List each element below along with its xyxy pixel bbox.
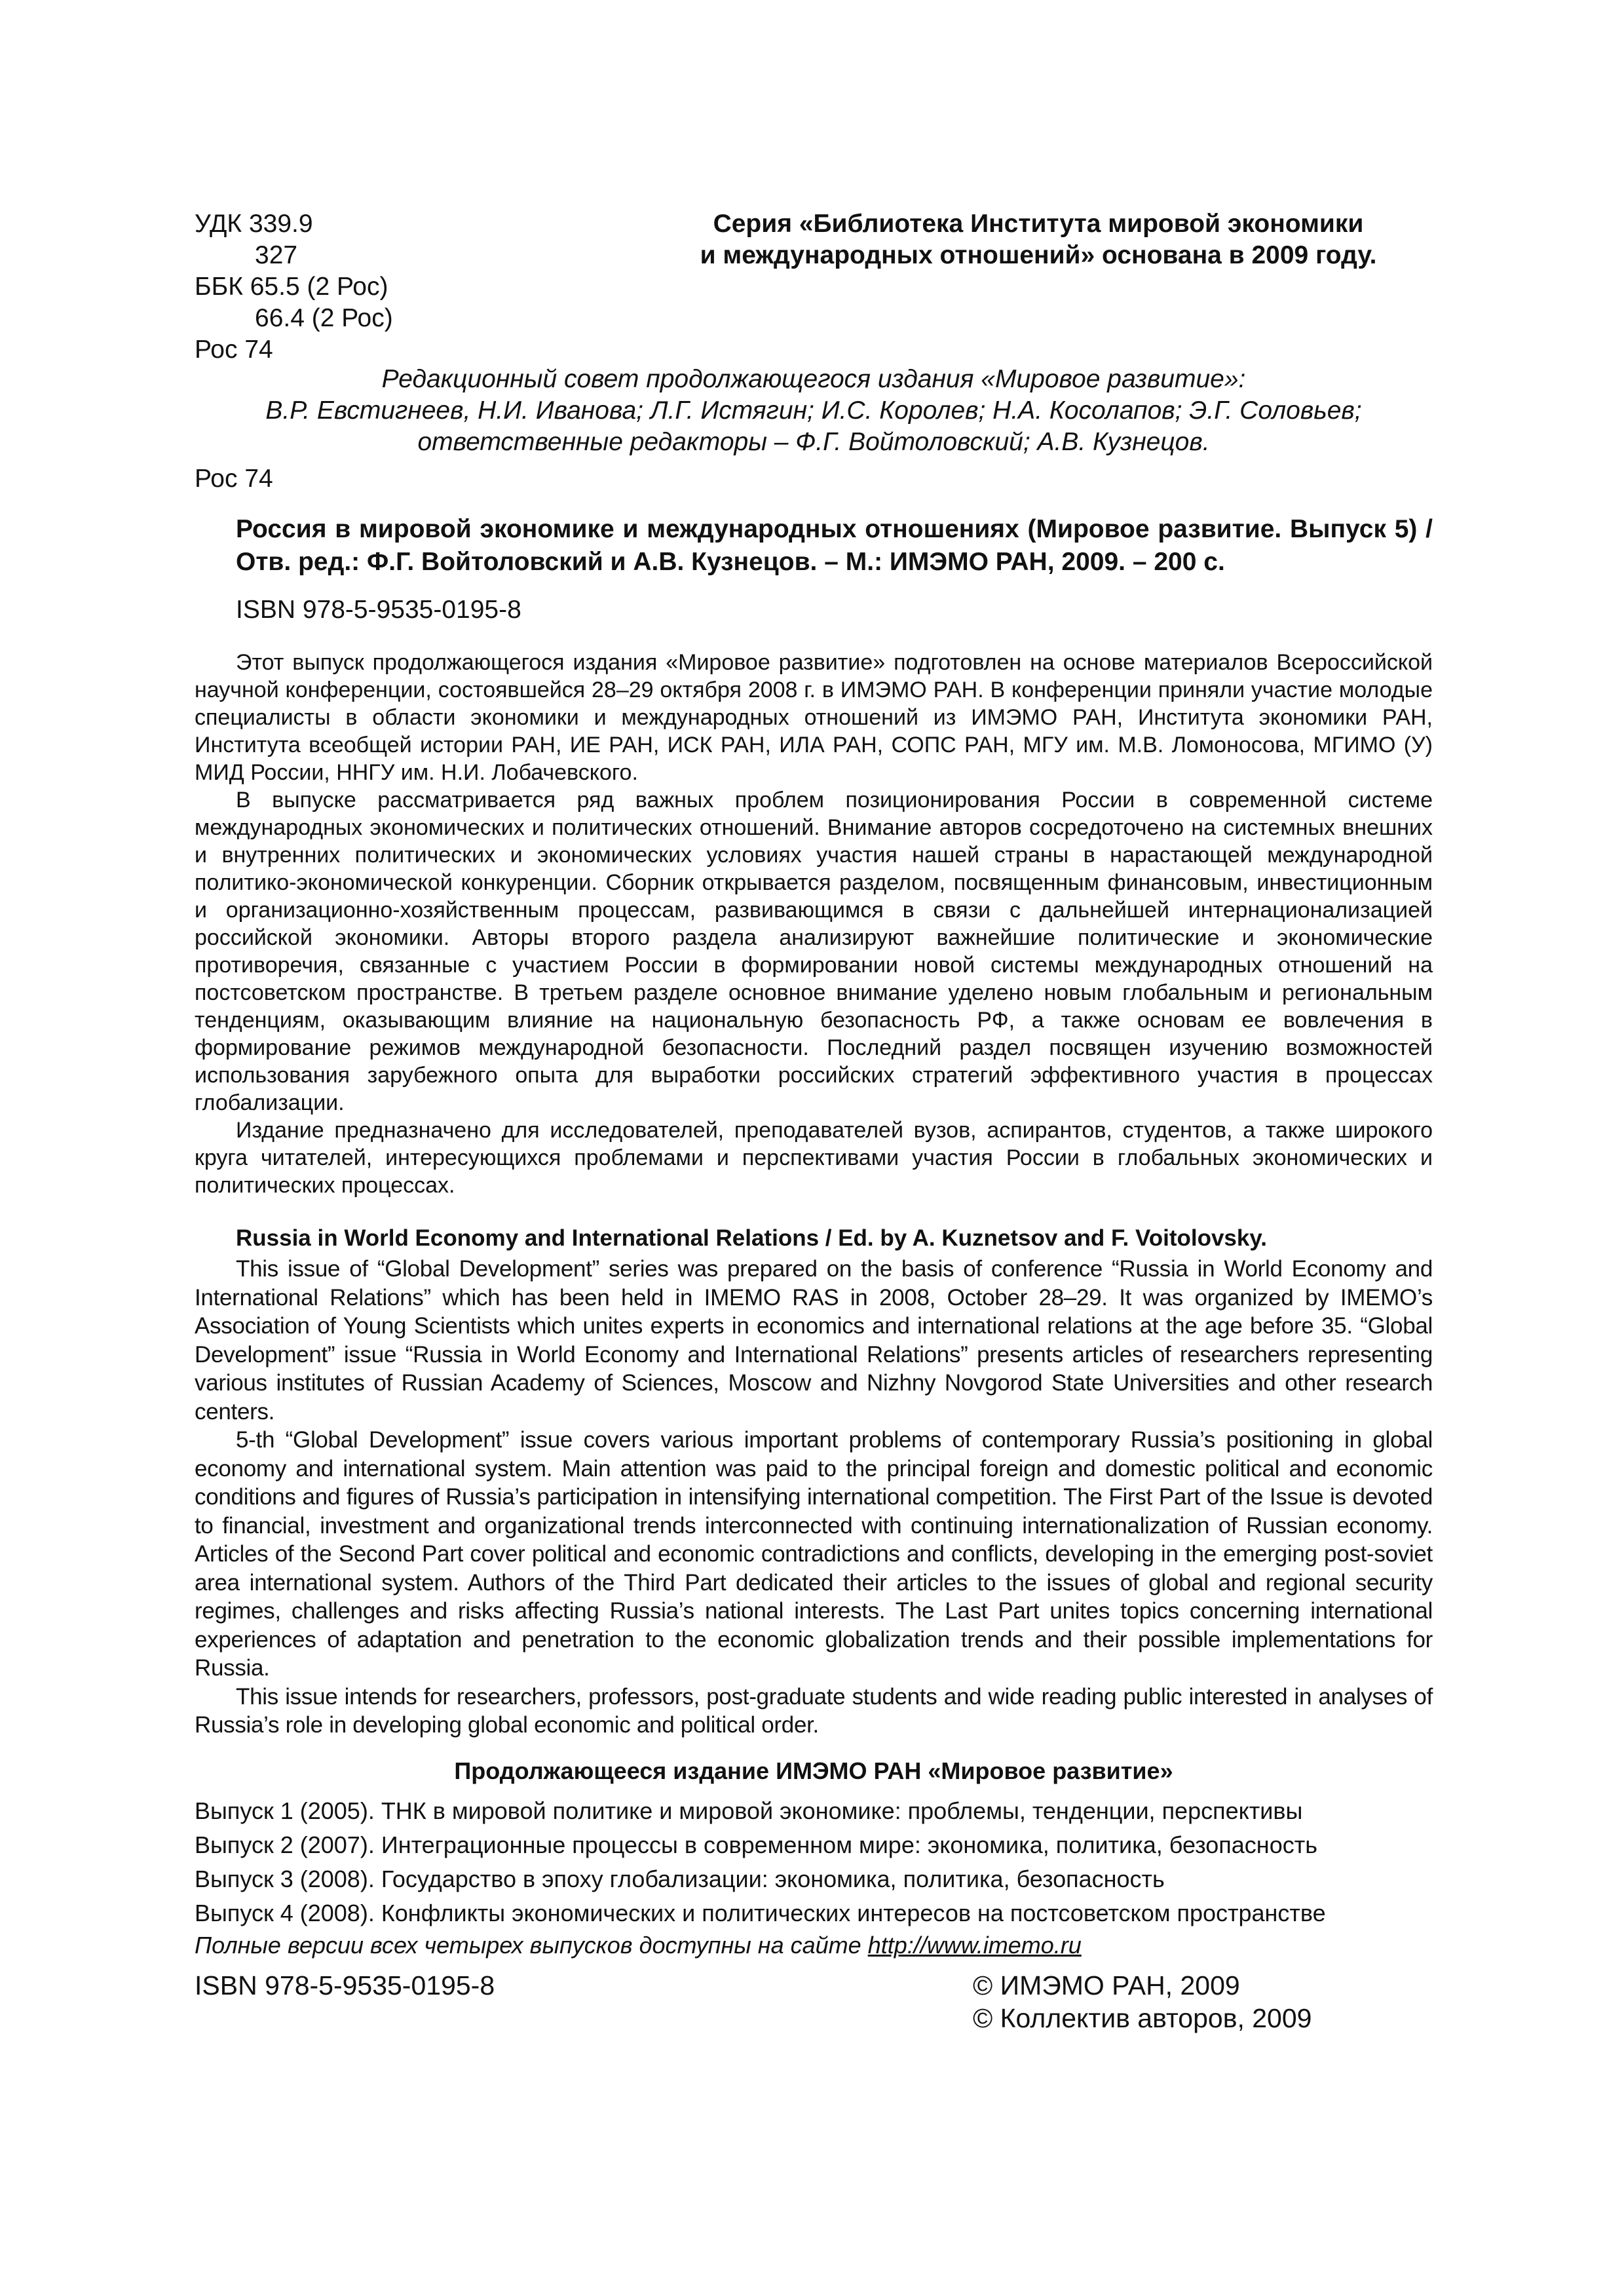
classification-codes [195,208,393,366]
isbn-top: ISBN 978-5-9535-0195-8 [236,596,521,624]
availability-text: Полные версии всех четырех выпусков доступны на сайте [195,1932,861,1959]
english-title: Russia in World Economy and International Relations / Ed. by A. Kuznetsov and F. Voitolovsky. [236,1225,1267,1251]
bbk-code: ББК 65.5 (2 Рос) [195,273,388,301]
abstract-english [195,1255,1433,1740]
board-editors: ответственные редакторы – Ф.Г. Войтоловский; А.В. Кузнецов. [417,428,1210,456]
bbk-code-secondary: 66.4 (2 Рос) [255,304,393,332]
bibliographic-title: Россия в мировой экономике и международных отношениях (Мировое развитие. Выпуск 5) / Отв. ред.: Ф.Г. Войтоловский и А.В. Кузнецов. – М.: ИМЭМО РАН, 2009. – 200 с. [236,515,1433,576]
abstract-paragraph: This issue of “Global Development” series was prepared on the basis of conference “Russia in World Economy and International Relations” which has been held in IMEMO RAS in 2008, October 28–29. It was organized by IMEMO’s Association of Young Scientists which unites experts in economics and international relations at the age before 35. “Global Development” issue “Russia in World Economy and International Relations” presents articles of researchers representing various institutes of Russian Academy of Sciences, Moscow and Nizhny Novgorod State Universities and other research centers. [195,1256,1433,1425]
author-sign-repeat: Рос 74 [195,465,273,493]
abstract-russian [195,649,1433,1199]
series-line: и международных отношений» основана в 2009 году. [700,241,1377,269]
website-link[interactable]: http://www.imemo.ru [867,1932,1082,1959]
issue-item: Выпуск 4 (2008). Конфликты экономических и политических интересов на постсоветском пространстве [195,1900,1326,1926]
copyright-block [973,1969,1312,2035]
abstract-paragraph: В выпуске рассматривается ряд важных проблем позиционирования России в современной системе международных экономических и политических отношений. Внимание авторов сосредоточено на системных внешних и внутренних политических и экономических условиях участия нашей страны в нарастающей международной политико-экономической конкуренции. Сборник открывается разделом, посвященным финансовым, инвестиционным и организационно-хозяйственным процессам, развивающимся в связи с дальнейшей интернационализацией российской экономики. Авторы второго раздела анализируют важнейшие политические и экономические противоречия, связанные с участием России в формировании новой системы международных отношений на постсоветском пространстве. В третьем разделе основное внимание уделено новым глобальным и региональным тенденциям, оказывающим влияние на национальную безопасность РФ, а также основам ее вовлечения в формирование режимов международной безопасности. Последний раздел посвящен изучению возможностей использования зарубежного опыта для выработки российских стратегий эффективного участия в процессах глобализации. [195,788,1433,1115]
series-statement [662,208,1415,271]
board-heading: Редакционный совет продолжающегося издания «Мировое развитие»: [381,365,1246,393]
udk-code: УДК 339.9 [195,210,313,238]
abstract-paragraph: 5-th “Global Development” issue covers various important problems of contemporary Russia’s positioning in global economy and international system. Main attention was paid to the principal foreign and domestic political and economic conditions and figures of Russia’s participation in intensifying international competition. The First Part of the Issue is devoted to financial, investment and organizational trends interconnected with continuing internationalization of Russian economy. Articles of the Second Part cover political and economic contradictions and conflicts, developing in the emerging post-soviet area international system. Authors of the Third Part dedicated their articles to the issues of global and regional security regimes, challenges and risks affecting Russia’s national interests. The Last Part unites topics concerning international experiences of adaptation and penetration to the economic globalization trends and their possible implementations for Russia. [195,1427,1433,1681]
abstract-paragraph: This issue intends for researchers, professors, post-graduate students and wide reading public interested in analyses of Russia’s role in developing global economic and political order. [195,1683,1433,1738]
isbn-bottom: ISBN 978-5-9535-0195-8 [195,1970,495,2000]
board-members: В.Р. Евстигнеев, Н.И. Иванова; Л.Г. Истягин; И.С. Королев; Н.А. Косолапов; Э.Г. Соловьев; [265,396,1362,425]
issue-item: Выпуск 1 (2005). ТНК в мировой политике и мировой экономике: проблемы, тенденции, перспективы [195,1797,1303,1824]
issue-item: Выпуск 2 (2007). Интеграционные процессы в современном мире: экономика, политика, безопасность [195,1831,1317,1858]
issues-heading: Продолжающееся издание ИМЭМО РАН «Мировое развитие» [454,1757,1173,1784]
udk-code-secondary: 327 [255,241,298,269]
editorial-board [195,364,1433,458]
abstract-paragraph: Издание предназначено для исследователей, преподавателей вузов, аспирантов, студентов, а также широкого круга читателей, интересующихся проблемами и перспективами участия России в глобальных экономических и политических процессах. [195,1118,1433,1198]
copyright-line: © ИМЭМО РАН, 2009 [973,1970,1240,2000]
author-sign: Рос 74 [195,335,273,364]
abstract-paragraph: Этот выпуск продолжающегося издания «Мировое развитие» подготовлен на основе материалов Всероссийской научной конференции, состоявшейся 28–29 октября 2008 г. в ИМЭМО РАН. В конференции приняли участие молодые специалисты в области экономики и международных отношений из ИМЭМО РАН, Института экономики РАН, Института всеобщей истории РАН, ИЕ РАН, ИСК РАН, ИЛА РАН, СОПС РАН, МГУ им. М.В. Ломоносова, МГИМО (У) МИД России, ННГУ им. Н.И. Лобачевского. [195,650,1433,785]
availability-note [195,1930,1433,1961]
series-line: Серия «Библиотека Института мировой экономики [713,210,1364,238]
copyright-line: © Коллектив авторов, 2009 [973,2003,1312,2033]
issues-list [195,1794,1433,1961]
issue-item: Выпуск 3 (2008). Государство в эпоху глобализации: экономика, политика, безопасность [195,1866,1165,1892]
